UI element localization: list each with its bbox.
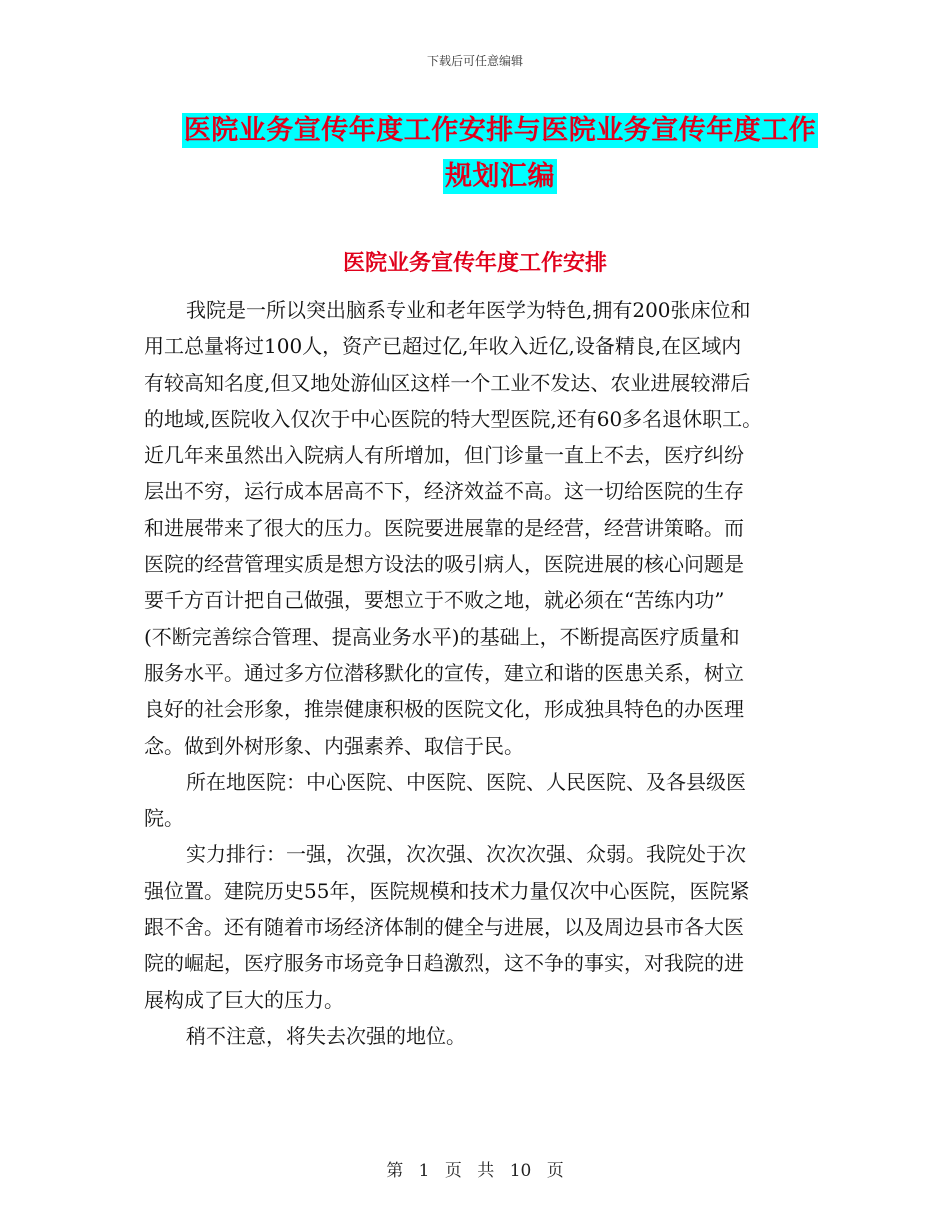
document-body: [144, 292, 812, 1054]
paragraph-ranking: [144, 836, 812, 1017]
text-line: 医院的经营管理实质是想方设法的吸引病人，医院进展的核心问题是: [144, 552, 744, 577]
text-line: 我院是一所以突出脑系专业和老年医学为特色,拥有200张床位和: [186, 298, 751, 322]
document-title: [100, 108, 900, 200]
text-line: 良好的社会形象，推崇健康积极的医院文化，形成独具特色的办医理: [144, 697, 744, 722]
text-line: 服务水平。通过多方位潜移默化的宣传，建立和谐的医患关系，树立: [144, 660, 744, 685]
text-line: 实力排行：一强，次强，次次强、次次次强、众弱。我院处于次: [186, 842, 746, 867]
document-title-line-2: 规划汇编: [445, 161, 555, 192]
text-line: 用工总量将过100人，资产已超过亿,年收入近亿,设备精良,在区域内: [144, 334, 742, 359]
text-line: 的地域,医院收入仅次于中心医院的特大型医院,还有60多名退休职工。: [144, 406, 763, 431]
footer-total-prefix: 共: [477, 1161, 495, 1181]
text-line: 展构成了巨大的压力。: [144, 987, 344, 1012]
text-line: 念。做到外树形象、内强素养、取信于民。: [144, 733, 524, 758]
paragraph-intro: [144, 292, 812, 764]
text-line: 稍不注意，将失去次强的地位。: [186, 1023, 466, 1048]
footer-total-unit: 页: [546, 1161, 564, 1181]
text-line: (不断完善综合管理、提高业务水平)的基础上，不断提高医疗质量和: [144, 624, 740, 649]
paragraph-local-hospitals: [144, 764, 812, 837]
page-footer: [0, 1156, 950, 1181]
text-line: 要千方百计把自己做强，要想立于不败之地，就必须在“苦练内功”: [144, 588, 725, 613]
text-line: 有较高知名度,但又地处游仙区这样一个工业不发达、农业进展较滞后: [144, 370, 751, 395]
text-line: 层出不穷，运行成本居高不下，经济效益不高。这一切给医院的生存: [144, 479, 744, 504]
text-line: 所在地医院：中心医院、中医院、医院、人民医院、及各县级医: [186, 769, 746, 794]
text-line: 跟不舍。还有随着市场经济体制的健全与进展，以及周边县市各大医: [144, 915, 744, 940]
section-title: 医院业务宣传年度工作安排: [342, 250, 607, 276]
header-note: 下载后可任意编辑: [426, 54, 523, 68]
footer-prefix: 第: [386, 1161, 404, 1181]
footer-page-unit: 页: [444, 1161, 462, 1181]
document-title-line-1: 医院业务宣传年度工作安排与医院业务宣传年度工作: [183, 115, 817, 146]
text-line: 院。: [144, 806, 184, 831]
text-line: 院的崛起，医疗服务市场竞争日趋激烈，这不争的事实，对我院的进: [144, 951, 744, 976]
total-pages: 10: [509, 1161, 532, 1181]
text-line: 强位置。建院历史55年，医院规模和技术力量仅次中心医院，医院紧: [144, 878, 750, 903]
paragraph-warning: [144, 1018, 812, 1054]
text-line: 和进展带来了很大的压力。医院要进展靠的是经营，经营讲策略。而: [144, 515, 744, 540]
page-number: 1: [418, 1161, 430, 1181]
text-line: 近几年来虽然出入院病人有所增加，但门诊量一直上不去，医疗纠纷: [144, 443, 744, 468]
